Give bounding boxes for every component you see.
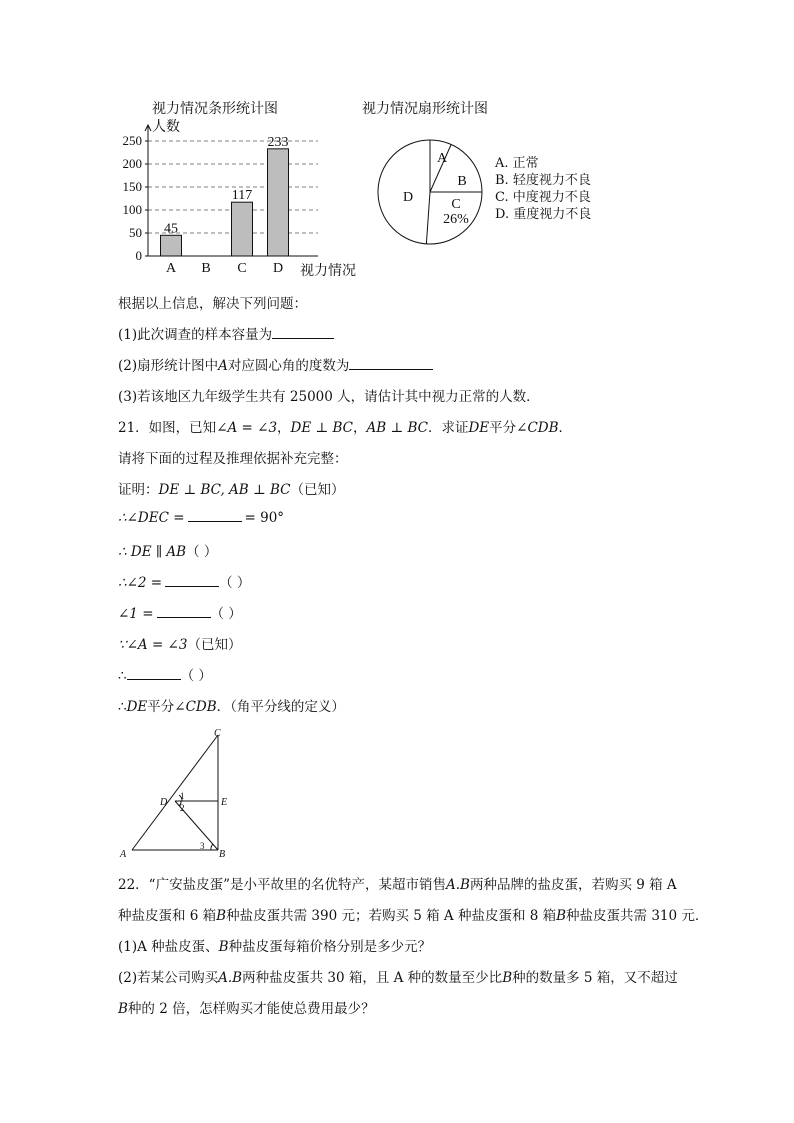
q22-text: 22．“广安盐皮蛋”是小平故里的名优特产，某超市销售 <box>118 877 446 893</box>
given-angle: ∠A = ∠3 <box>216 420 278 436</box>
point-a-label: A <box>120 849 127 860</box>
q22-text: 种盐皮蛋每箱价格分别是多少元？ <box>228 939 432 955</box>
bar-chart <box>120 115 360 295</box>
proof-reason-blank[interactable]: （ ） <box>180 668 212 684</box>
point-c-label: C <box>214 728 221 739</box>
legend-item-d: D. 重度视力不良 <box>495 207 592 222</box>
bar-a <box>161 235 182 256</box>
q21-instruction: 请将下面的过程及推理依据补充完整： <box>118 451 348 467</box>
point-d-label: D <box>160 797 168 808</box>
q22-text: 种的 2 倍，怎样购买才能使总费用最少？ <box>127 1001 375 1017</box>
proof-reason: （已知） <box>187 637 242 653</box>
q22-part2-cont <box>118 997 375 1017</box>
segment-ac <box>132 735 218 850</box>
given-perp-1: DE ⊥ BC <box>290 420 354 436</box>
proof-reason-blank[interactable]: （ ） <box>219 575 251 591</box>
proof-reason: ．（角平分线的定义） <box>216 699 345 715</box>
q22-part1 <box>118 935 431 955</box>
point-b-label: B <box>219 849 226 860</box>
pie-legend <box>495 155 591 223</box>
proof-step-8 <box>118 695 345 715</box>
goal-end: ． <box>558 420 573 436</box>
sep: ， <box>277 420 291 436</box>
y-tick-label: 0 <box>135 248 142 263</box>
bar-chart-title: 视力情况条形统计图 <box>152 101 278 117</box>
x-axis-label: 视力情况 <box>300 264 356 279</box>
legend-item-a: A. 正常 <box>495 156 539 171</box>
x-tick-label: D <box>272 261 284 276</box>
bar-value-label: 117 <box>231 188 253 204</box>
var-ab: A.B <box>218 970 243 986</box>
q22-text: (2)若某公司购买 <box>118 970 219 986</box>
var-b: B <box>556 908 567 924</box>
pie-slice-percent: 26% <box>443 212 469 227</box>
q22-text: 种盐皮蛋和 6 箱 <box>118 908 217 924</box>
q20-part2-text-b: 对应圆心角的度数为 <box>227 358 350 374</box>
pie-chart-title: 视力情况扇形统计图 <box>362 101 488 117</box>
x-tick-label: B <box>201 261 211 276</box>
proof-statement: ∴ DE ∥ AB <box>118 544 187 560</box>
proof-step-5 <box>118 602 242 622</box>
proof-statement: ∴ <box>118 699 127 715</box>
q22-text: (1)A 种盐皮蛋、 <box>118 939 219 955</box>
bar-d <box>268 149 289 256</box>
proof-statement: DE ⊥ BC, AB ⊥ BC <box>158 482 291 498</box>
q20-intro: 根据以上信息，解决下列问题： <box>118 296 307 312</box>
q22-stem-line1 <box>118 873 677 893</box>
angle-mark-3 <box>211 844 213 850</box>
angle-label-1: 1 <box>180 791 185 801</box>
proof-text: 平分 <box>147 699 175 715</box>
proof-step-3 <box>118 540 217 560</box>
proof-statement: ∠1 = <box>118 606 154 622</box>
q22-text: 种的数量多 5 箱，又不超过 <box>512 970 678 986</box>
q20-part1-text: (1)此次调查的样本容量为 <box>118 327 273 343</box>
proof-statement: ∴∠DEC = <box>118 510 185 526</box>
q22-text: 两种盐皮蛋共 30 箱，且 A 种的数量至少比 <box>242 970 503 986</box>
answer-blank[interactable] <box>188 509 242 522</box>
proof-label: 证明： <box>118 482 159 498</box>
proof-statement-end: = 90° <box>244 510 285 526</box>
pie-slice-label-c: C <box>451 197 461 212</box>
proof-statement: ∴∠2 = <box>118 575 163 591</box>
given-perp-2: AB ⊥ BC <box>366 420 428 436</box>
var-b: B <box>118 1001 128 1017</box>
pie-slice-label-b: B <box>457 174 467 189</box>
x-tick-label: C <box>237 261 247 276</box>
y-tick-label: 200 <box>122 156 142 171</box>
proof-step-1 <box>118 478 345 498</box>
legend-item-c: C. 中度视力不良 <box>495 190 591 205</box>
proof-reason-blank[interactable]: （ ） <box>186 544 218 560</box>
angle-label-2: 2 <box>180 803 185 813</box>
proof-step-2 <box>118 509 284 526</box>
goal-angle: ∠CDB <box>516 420 559 436</box>
pie-slice-label-a: A <box>436 151 448 166</box>
goal-text: 平分 <box>489 420 517 436</box>
q22-text: 种盐皮蛋共需 310 元． <box>566 908 709 924</box>
angle-label-3: 3 <box>200 841 205 851</box>
proof-step-7 <box>118 664 212 684</box>
proof-step-4 <box>118 571 250 591</box>
proof-reason-blank[interactable]: （ ） <box>210 606 242 622</box>
point-e-label: E <box>221 797 228 808</box>
proof-statement: ∵∠A = ∠3 <box>118 637 188 653</box>
y-tick-label: 250 <box>122 133 142 148</box>
var-b: B <box>218 939 229 955</box>
q22-stem-line2 <box>118 904 708 924</box>
sep: ， <box>353 420 367 436</box>
q20-part2 <box>118 354 433 374</box>
x-tick-label: A <box>165 261 177 276</box>
var-b: B <box>216 908 227 924</box>
q22-part2 <box>118 966 678 986</box>
sep: ．求证 <box>427 420 469 436</box>
var-ab: A.B <box>445 877 470 893</box>
q22-text: 两种品牌的盐皮蛋，若购买 9 箱 A <box>469 877 677 893</box>
pie-chart <box>372 135 512 255</box>
var-a: A <box>218 358 228 374</box>
q22-text: 种盐皮蛋共需 390 元；若购买 5 箱 A 种盐皮蛋和 8 箱 <box>226 908 557 924</box>
proof-reason: （已知） <box>290 482 345 498</box>
answer-blank[interactable] <box>157 605 211 618</box>
answer-blank[interactable] <box>127 667 181 680</box>
q20-part2-text: (2)扇形统计图中 <box>118 358 219 374</box>
y-tick-label: 100 <box>122 202 142 217</box>
pie-slice-label-d: D <box>402 190 414 205</box>
var-b: B <box>502 970 513 986</box>
answer-blank[interactable] <box>165 574 219 587</box>
goal-var: DE <box>468 420 490 436</box>
proof-statement: ∴ <box>118 668 127 684</box>
q20-part1 <box>118 323 334 343</box>
q21-number: 21．如图，已知 <box>118 420 217 436</box>
q20-part3: (3)若该地区九年级学生共有 25000 人，请估计其中视力正常的人数． <box>118 389 540 405</box>
q21-stem <box>118 416 572 436</box>
y-axis-label: 人数 <box>152 120 180 135</box>
proof-step-6 <box>118 633 241 653</box>
bar-value-label: 233 <box>267 134 289 150</box>
bar-c <box>232 202 253 256</box>
y-tick-label: 50 <box>129 225 142 240</box>
geometry-figure <box>117 726 247 861</box>
y-tick-label: 150 <box>122 179 142 194</box>
answer-blank[interactable] <box>349 357 433 370</box>
bar-value-label: 45 <box>164 221 178 237</box>
legend-item-b: B. 轻度视力不良 <box>495 173 591 188</box>
var-de: DE <box>126 699 148 715</box>
angle-cdb: ∠CDB <box>174 699 217 715</box>
answer-blank[interactable] <box>272 326 334 339</box>
